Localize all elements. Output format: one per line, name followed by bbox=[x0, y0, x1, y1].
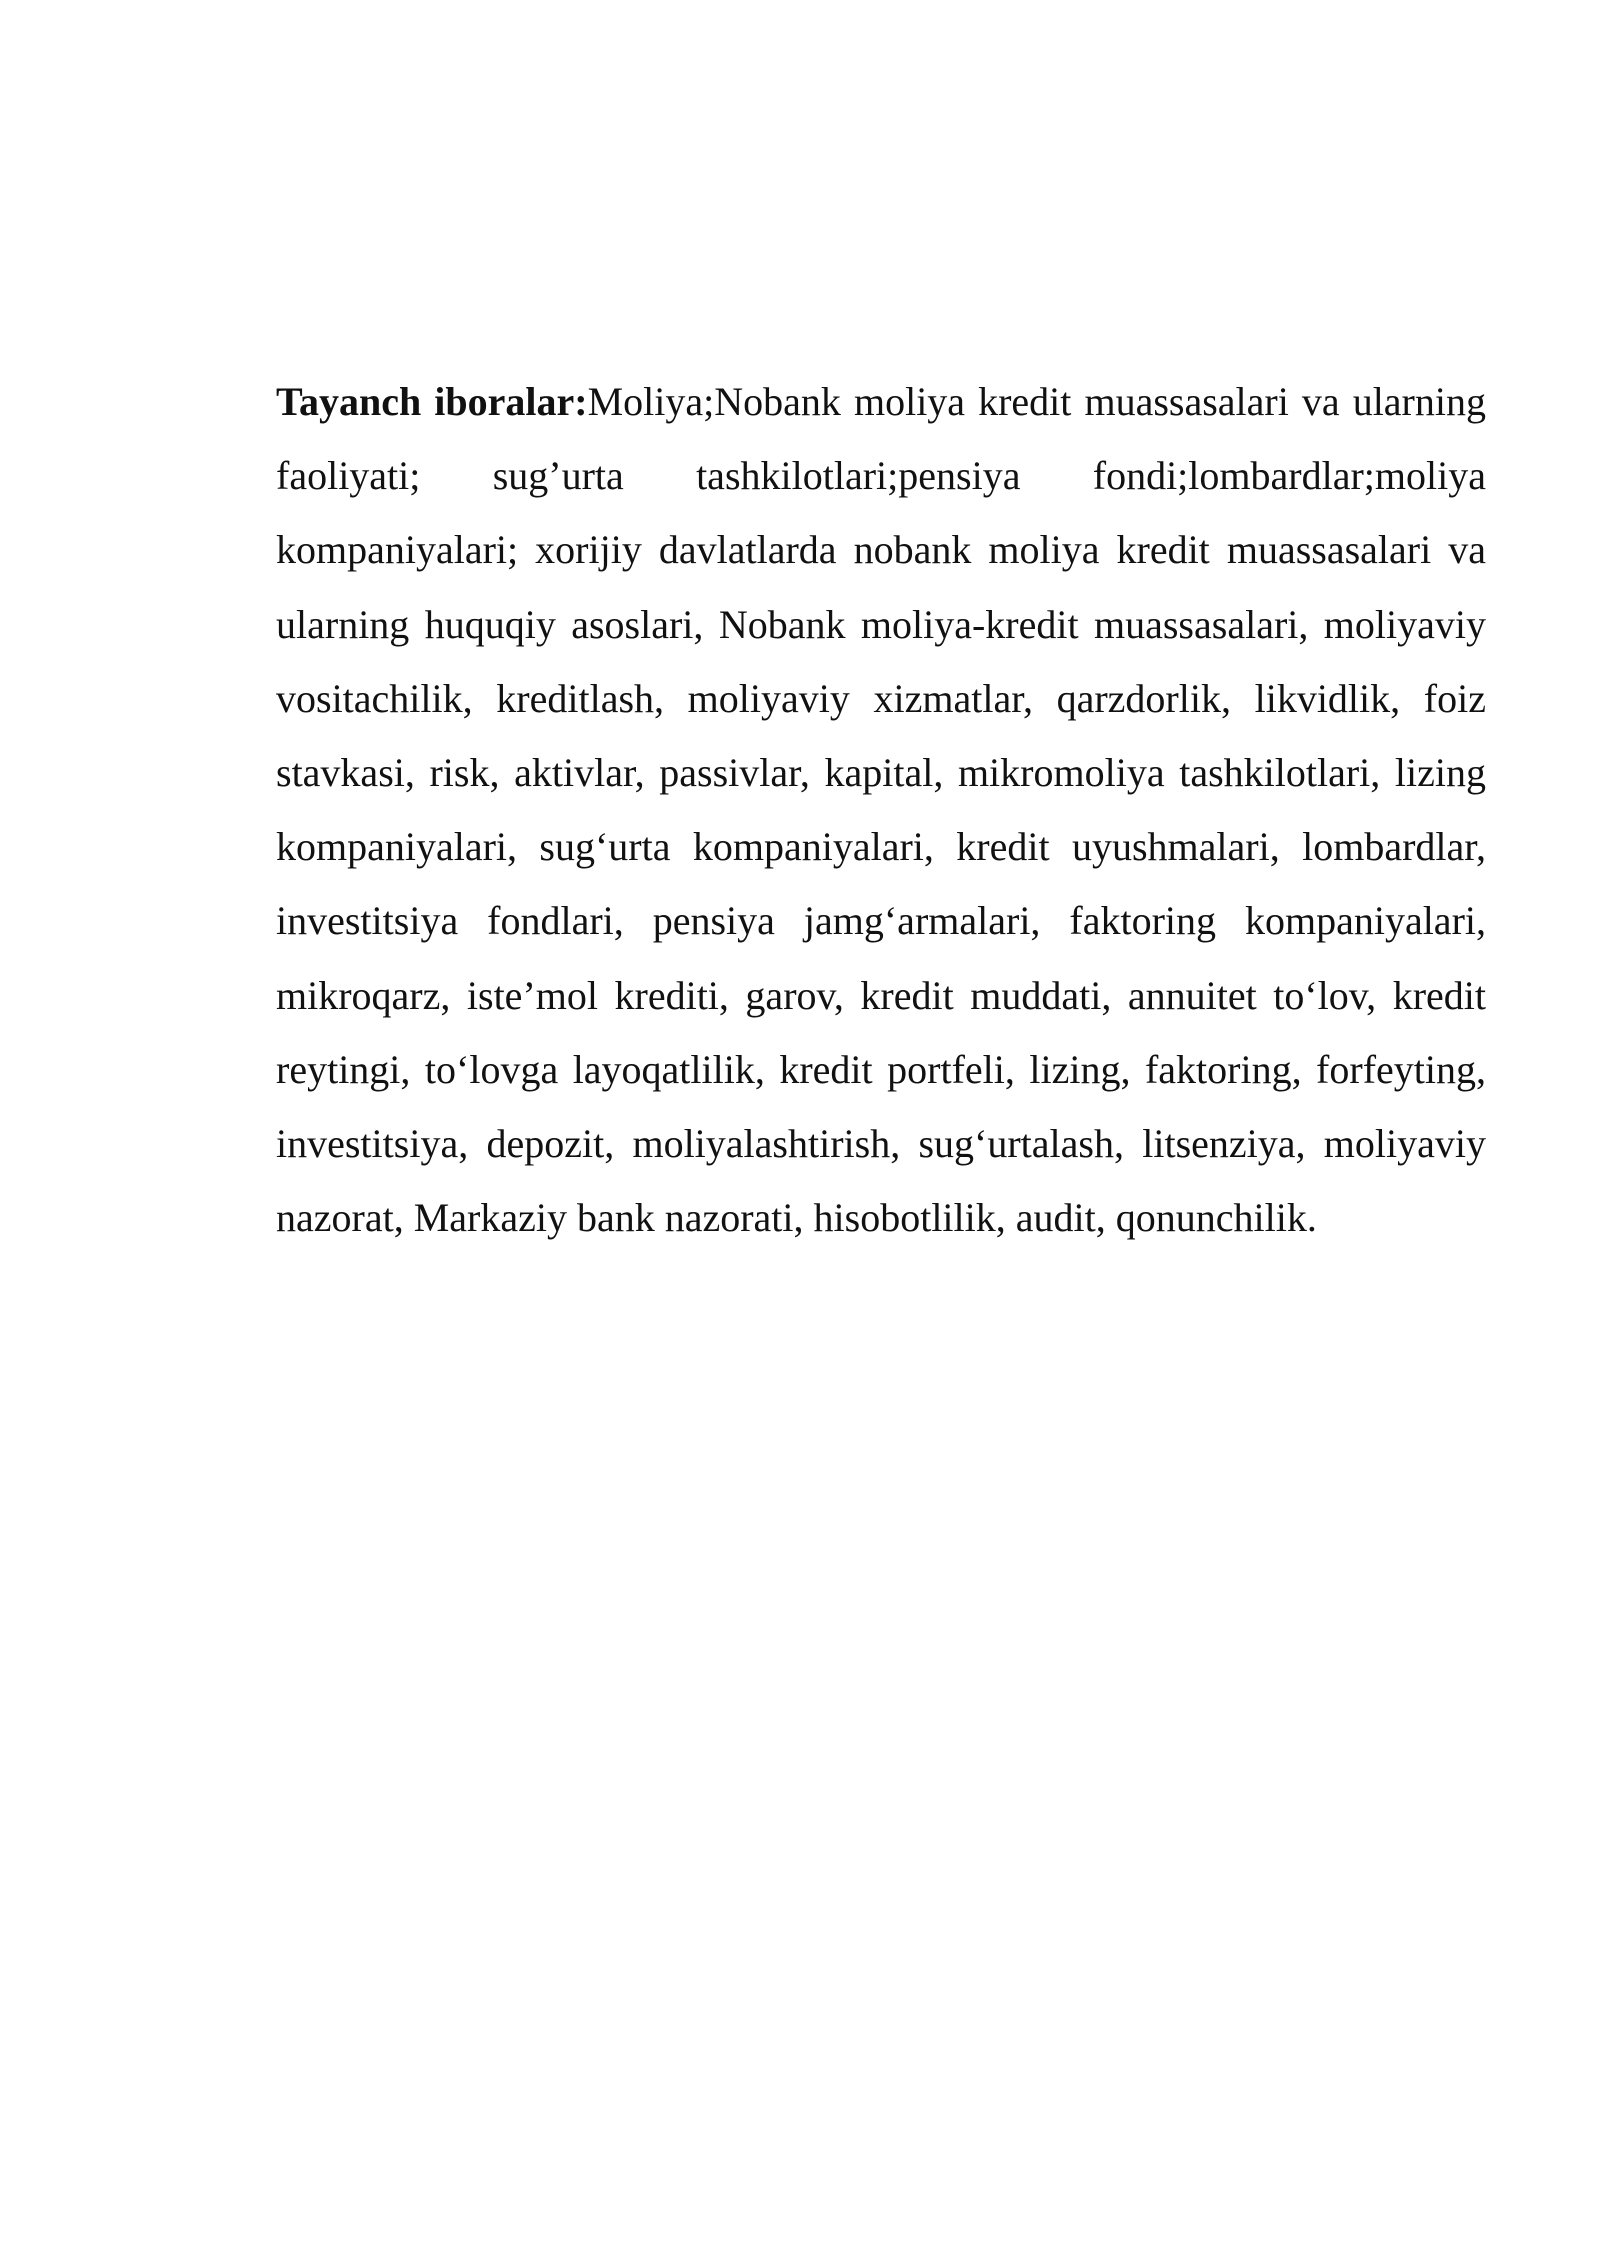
keywords-paragraph bbox=[276, 365, 1486, 1255]
keywords-label: Tayanch iboralar: bbox=[276, 379, 588, 424]
keywords-text: Moliya;Nobank moliya kredit muassasalari va ularning faoliyati; sug’urta tashkilotlari;pensiya fondi;lombardlar;moliya kompaniyalari; xorijiy davlatlarda nobank moliya kredit muassasalari va ularning huquqiy asoslari, Nobank moliya-kredit muassasalari, moliyaviy vositachilik, kreditlash, moliyaviy xizmatlar, qarzdorlik, likvidlik, foiz stavkasi, risk, aktivlar, passivlar, kapital, mikromoliya tashkilotlari, lizing kompaniyalari, sug‘urta kompaniyalari, kredit uyushmalari, lombardlar, investitsiya fondlari, pensiya jamg‘armalari, faktoring kompaniyalari, mikroqarz, iste’mol krediti, garov, kredit muddati, annuitet to‘lov, kredit reytingi, to‘lovga layoqatlilik, kredit portfeli, lizing, faktoring, forfeyting, investitsiya, depozit, moliyalashtirish, sug‘urtalash, litsenziya, moliyaviy nazorat, Markaziy bank nazorati, hisobotlilik, audit, qonunchilik. bbox=[276, 379, 1486, 1241]
document-body bbox=[276, 365, 1486, 1255]
